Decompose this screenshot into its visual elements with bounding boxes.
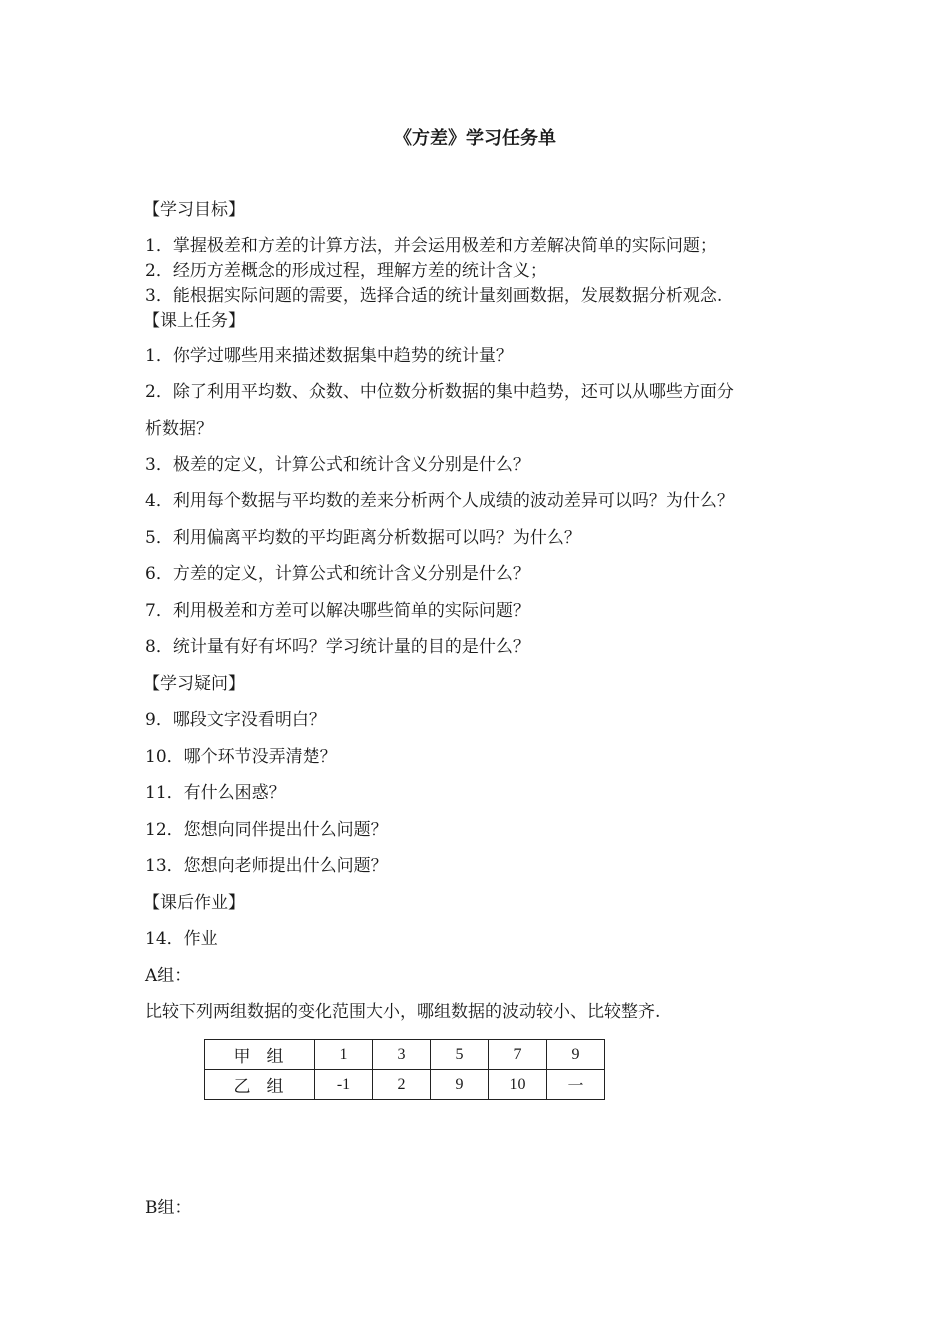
homework-item-14: 14．作业 bbox=[145, 929, 218, 949]
group-a-label: A组： bbox=[145, 966, 192, 986]
table-cell: 2 bbox=[373, 1070, 431, 1100]
table-cell: 9 bbox=[431, 1070, 489, 1100]
page-title: 《方差》学习任务单 bbox=[394, 128, 556, 149]
question-item-12: 12．您想向同伴提出什么问题？ bbox=[145, 820, 388, 840]
task-item-2-continued: 析数据？ bbox=[145, 419, 213, 439]
task-item-3: 3．极差的定义，计算公式和统计含义分别是什么？ bbox=[145, 455, 530, 475]
task-item-7: 7．利用极差和方差可以解决哪些简单的实际问题？ bbox=[145, 601, 530, 621]
task-item-8: 8．统计量有好有坏吗？学习统计量的目的是什么？ bbox=[145, 637, 530, 657]
question-item-11: 11．有什么困惑？ bbox=[145, 783, 286, 803]
section-heading-goals: 【学习目标】 bbox=[143, 200, 245, 220]
section-heading-questions: 【学习疑问】 bbox=[143, 674, 245, 694]
table-row-header: 乙组 bbox=[205, 1070, 315, 1100]
table-row bbox=[205, 1070, 605, 1100]
question-item-9: 9．哪段文字没看明白？ bbox=[145, 710, 326, 730]
table-cell: 9 bbox=[547, 1040, 605, 1070]
task-item-6: 6．方差的定义，计算公式和统计含义分别是什么？ bbox=[145, 564, 530, 584]
task-item-5: 5．利用偏离平均数的平均距离分析数据可以吗？为什么？ bbox=[145, 528, 581, 548]
task-item-4: 4．利用每个数据与平均数的差来分析两个人成绩的波动差异可以吗？为什么？ bbox=[145, 491, 734, 511]
task-item-2: 2．除了利用平均数、众数、中位数分析数据的集中趋势，还可以从哪些方面分 bbox=[145, 382, 734, 402]
table-cell: 一 bbox=[547, 1070, 605, 1100]
table-cell: 5 bbox=[431, 1040, 489, 1070]
group-b-label: B组： bbox=[145, 1198, 192, 1218]
goal-item-1: 1．掌握极差和方差的计算方法，并会运用极差和方差解决简单的实际问题； bbox=[145, 236, 717, 256]
table-row-header: 甲组 bbox=[205, 1040, 315, 1070]
task-item-1: 1．你学过哪些用来描述数据集中趋势的统计量？ bbox=[145, 346, 513, 366]
group-a-prompt: 比较下列两组数据的变化范围大小，哪组数据的波动较小、比较整齐. bbox=[145, 1002, 661, 1022]
data-table bbox=[204, 1039, 605, 1100]
section-heading-class-tasks: 【课上任务】 bbox=[143, 311, 245, 331]
table-cell: -1 bbox=[315, 1070, 373, 1100]
table-cell: 3 bbox=[373, 1040, 431, 1070]
table-row bbox=[205, 1040, 605, 1070]
question-item-13: 13．您想向老师提出什么问题？ bbox=[145, 856, 388, 876]
table-cell: 1 bbox=[315, 1040, 373, 1070]
goal-item-2: 2．经历方差概念的形成过程，理解方差的统计含义； bbox=[145, 261, 547, 281]
section-heading-homework: 【课后作业】 bbox=[143, 893, 245, 913]
table-cell: 7 bbox=[489, 1040, 547, 1070]
question-item-10: 10．哪个环节没弄清楚？ bbox=[145, 747, 337, 767]
table-cell: 10 bbox=[489, 1070, 547, 1100]
goal-item-3: 3．能根据实际问题的需要，选择合适的统计量刻画数据，发展数据分析观念. bbox=[145, 286, 723, 306]
